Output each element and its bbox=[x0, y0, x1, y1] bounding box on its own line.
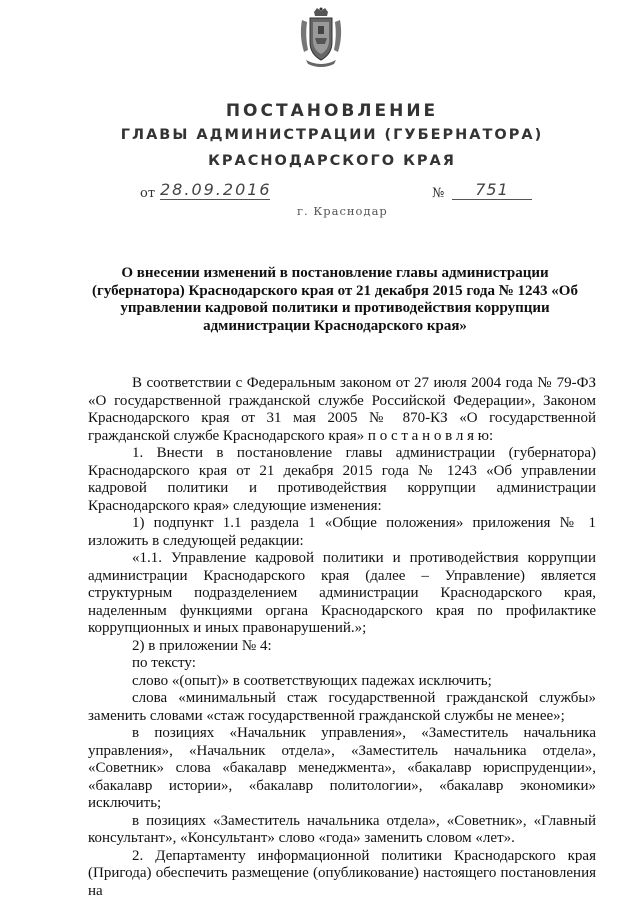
body-paragraph: в позициях «Заместитель начальника отдела», «Советник», «Главный консультант», «Консультант» слово «года» заменить словом «лет». bbox=[88, 812, 596, 846]
body-paragraph: В соответствии с Федеральным законом от 27 июля 2004 года № 79-ФЗ «О государственной гражданской службе Российской Федерации», Законом Краснодарского края от 31 мая 2005 № 870-КЗ «О государственной гражданской службе Краснодарского края» п о с т а н о в л я ю: bbox=[88, 375, 596, 444]
document-body bbox=[88, 375, 596, 900]
city-label: г. Краснодар bbox=[297, 204, 388, 218]
date-prefix: от bbox=[140, 186, 156, 201]
body-paragraph: в позициях «Начальник управления», «Заместитель начальника управления», «Начальник отдела», «Заместитель начальника отдела», «Советник» слова «бакалавр менеджмента», «бакалавр юриспруденции», «бакалавр истории», «бакалавр политологии», «бакалавр экономики» исключить; bbox=[88, 725, 596, 811]
document-title: О внесении изменений в постановление главы администрации (губернатора) Краснодарского края от 21 декабря 2015 года № 1243 «Об управлении кадровой политики и противодействия коррупции администрации Краснодарского края» bbox=[92, 265, 578, 334]
document-date: 28.09.2016 bbox=[160, 180, 272, 199]
coat-of-arms-icon bbox=[296, 6, 346, 70]
document-number: 751 bbox=[452, 180, 532, 200]
document-type-heading: ПОСТАНОВЛЕНИЕ bbox=[225, 101, 439, 121]
issuer-heading: ГЛАВЫ АДМИНИСТРАЦИИ (ГУБЕРНАТОРА) bbox=[120, 127, 544, 143]
body-paragraph: 2. Департаменту информационной политики Краснодарского края (Пригода) обеспечить размещение (опубликование) настоящего постановления на bbox=[88, 847, 596, 899]
body-paragraph: «1.1. Управление кадровой политики и противодействия коррупции администрации Краснодарского края (далее – Управление) является структурным подразделением администрации Краснодарского края, наделенным функциями органа Краснодарского края по профилактике коррупционных и иных правонарушений.»; bbox=[88, 550, 596, 636]
body-paragraph: 1) подпункт 1.1 раздела 1 «Общие положения» приложения № 1 изложить в следующей редакции: bbox=[88, 515, 596, 549]
body-paragraph: слово «(опыт)» в соответствующих падежах исключить; bbox=[132, 672, 492, 689]
body-paragraph: 2) в приложении № 4: bbox=[132, 637, 272, 654]
body-paragraph: 1. Внести в постановление главы администрации (губернатора) Краснодарского края от 21 декабря 2015 года № 1243 «Об управлении кадровой политики и противодействия коррупции администрации Краснодарского края» следующие изменения: bbox=[88, 445, 596, 514]
number-prefix: № bbox=[432, 186, 445, 201]
body-paragraph: по тексту: bbox=[132, 655, 196, 671]
region-heading: КРАСНОДАРСКОГО КРАЯ bbox=[208, 153, 456, 169]
body-paragraph: слова «минимальный стаж государственной гражданской службы» заменить словами «стаж государственной гражданской службы не менее»; bbox=[88, 690, 596, 724]
